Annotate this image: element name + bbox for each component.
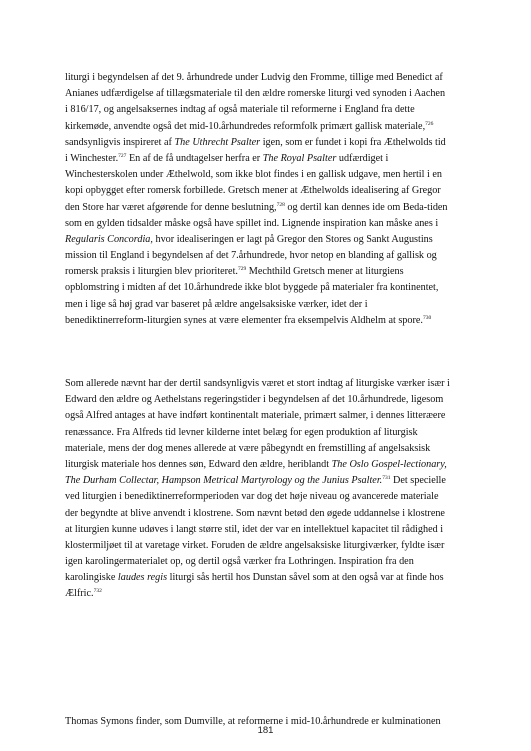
text-line xyxy=(65,216,480,232)
text-run: i Winchester. xyxy=(65,152,119,164)
text-run: Ælfric. xyxy=(65,588,94,600)
text-line xyxy=(65,119,480,135)
italic-title: Regularis Concordia, xyxy=(65,233,153,245)
text-line xyxy=(65,313,480,329)
text-run: kopi opbygget efter romersk forbillede. Gretsch mener at Æthelwolds idealisering af Gregor xyxy=(65,185,441,197)
text-line xyxy=(65,264,480,280)
text-run: men i lige så høj grad var baseret på ældre angelsaksiske værker, idet der i xyxy=(65,298,368,310)
footnote-ref: 726 xyxy=(425,120,434,127)
text-run: liturgi sås hertil hos Dunstan såvel som at den også var at finde hos xyxy=(167,572,444,584)
text-line xyxy=(65,554,480,570)
text-line xyxy=(65,473,480,489)
text-line xyxy=(65,183,480,199)
text-line xyxy=(65,200,480,216)
text-run: renæssance. Fra Alfreds tid levner kilderne intet belæg for egen produktion af liturgisk xyxy=(65,426,418,438)
text-line xyxy=(65,280,480,296)
text-run: igen karolingermaterialet op, og dertil også værker fra Lothringen. Inspiration fra den xyxy=(65,556,414,568)
footnote-ref: 727 xyxy=(118,152,127,159)
text-run: klostermiljøet til at varetage virket. Foruden de ældre angelsaksiske liturgiværker, fyldte især xyxy=(65,539,445,551)
text-line xyxy=(65,441,480,457)
text-line xyxy=(65,408,480,424)
text-run: igen, som er fundet i kopi fra Æthelwolds tid xyxy=(260,136,446,148)
text-run: den Store har været afgørende for denne beslutning, xyxy=(65,201,277,213)
text-line xyxy=(65,457,480,473)
text-line xyxy=(65,70,480,86)
text-line xyxy=(65,135,480,151)
text-run: Som allerede nævnt har der dertil sandsynligvis været et stort indtag af liturgiske værker især i xyxy=(65,378,450,389)
text-line xyxy=(65,86,480,102)
text-run: benediktinerreform-liturgien synes at være elementer fra eksempelvis Aldhelm at spore. xyxy=(65,314,423,326)
text-run: som en gylden tidsalder måske også have spillet ind. Lignende inspiration kan måske anes i xyxy=(65,217,439,229)
text-run: og dertil kan dennes ide om Beda-tiden xyxy=(284,201,448,213)
text-run: i 816/17, og angelsaksernes indtag af også materiale til reformerne i England fra dette xyxy=(65,104,415,116)
text-run: Winchesterskolen under Æthelwold, som ikke blot findes i en gallisk udgave, men hertil i en xyxy=(65,169,443,181)
text-line xyxy=(65,570,480,586)
text-run: mission til England i begyndelsen af det 7.århundrede, hvor netop en blanding af gallisk og xyxy=(65,250,437,262)
text-run: karolingiske xyxy=(65,572,118,584)
text-line xyxy=(65,167,480,183)
text-line xyxy=(65,586,480,602)
paragraph-2 xyxy=(65,376,480,603)
text-line xyxy=(65,232,480,248)
text-line xyxy=(65,102,480,118)
text-run: ved liturgien i benediktinerreformperioden var dog det høje niveau og avancerede materiale xyxy=(65,491,439,503)
italic-title: The Uthrecht Psalter xyxy=(174,136,261,148)
text-line xyxy=(65,538,480,554)
text-run: liturgi i begyndelsen af det 9. århundrede under Ludvig den Fromme, tillige med Benedict af xyxy=(65,72,443,83)
text-run: også Alfred antages at have indført kontinentalt materiale, primært salmer, i dennes litteræere xyxy=(65,410,446,422)
text-run: kirkemøde, anvendte også det mid-10.århundredes reformfolk primært gallisk materiale, xyxy=(65,120,426,132)
text-line xyxy=(65,376,480,392)
footnote-ref: 729 xyxy=(237,266,247,273)
text-run: udfærdiget i xyxy=(336,152,389,164)
text-run: sandsynligvis inspireret af xyxy=(65,136,175,148)
text-line xyxy=(65,151,480,167)
text-run: En af de få undtagelser herfra er xyxy=(126,152,263,164)
text-line xyxy=(65,392,480,408)
italic-title: The Durham Collectar, Hampson Metrical Martyrology og the Junius Psalter. xyxy=(65,475,383,487)
footnote-ref: 732 xyxy=(93,588,102,595)
text-run: Edward den ældre og Aethelstans regeringstider i begyndelsen af det 10.århundrede, ligesom xyxy=(65,394,444,406)
text-run: der begyndte at blive anvendt i klostrene. Som nævnt betød den øgede uddannelse i klostrene xyxy=(65,507,445,519)
text-run: opblomstring i midten af det 10.århundrede ikke blot byggede på materialer fra kontinentet, xyxy=(65,282,439,294)
text-run: at liturgien kunne udøves i langt større stil, idet der var en intellektuel kapacitet til rådighed i xyxy=(65,523,444,535)
text-run: Det specielle xyxy=(390,475,446,487)
text-line xyxy=(65,248,480,264)
footnote-ref: 730 xyxy=(422,314,432,321)
text-run: liturgisk materiale hos dennes søn, Edward den ældre, heriblandt xyxy=(65,458,332,470)
paragraph-1 xyxy=(65,70,480,329)
text-run: hvor idealiseringen er lagt på Gregor den Stores og Sankt Augustins xyxy=(152,233,433,245)
text-run: Thomas Symons finder, som Dumville, at reformerne i mid-10.århundrede er kulminationen xyxy=(65,716,441,727)
text-run: Mechthild Gretsch mener at liturgiens xyxy=(246,266,404,278)
text-line xyxy=(65,489,480,505)
italic-title: The Royal Psalter xyxy=(262,152,337,164)
text-line xyxy=(65,425,480,441)
footnote-ref: 731 xyxy=(382,475,391,482)
text-line xyxy=(65,522,480,538)
text-run: Anianes udfærdigelse af tillægsmateriale til den ældre romerske liturgi ved synoden i Aachen xyxy=(65,88,446,100)
footnote-ref: 728 xyxy=(276,201,285,208)
text-run: romersk praksis i liturgien blev prioriteret. xyxy=(65,266,238,278)
text-line xyxy=(65,506,480,522)
text-run: materiale, mens der dog menes allerede at være påbegyndt en fremstilling af angelsaksisk xyxy=(65,442,431,454)
page-number: 181 xyxy=(257,725,274,736)
text-line xyxy=(65,297,480,313)
italic-title: The Oslo Gospel-lectionary, xyxy=(331,458,447,470)
italic-title: laudes regis xyxy=(117,572,168,584)
